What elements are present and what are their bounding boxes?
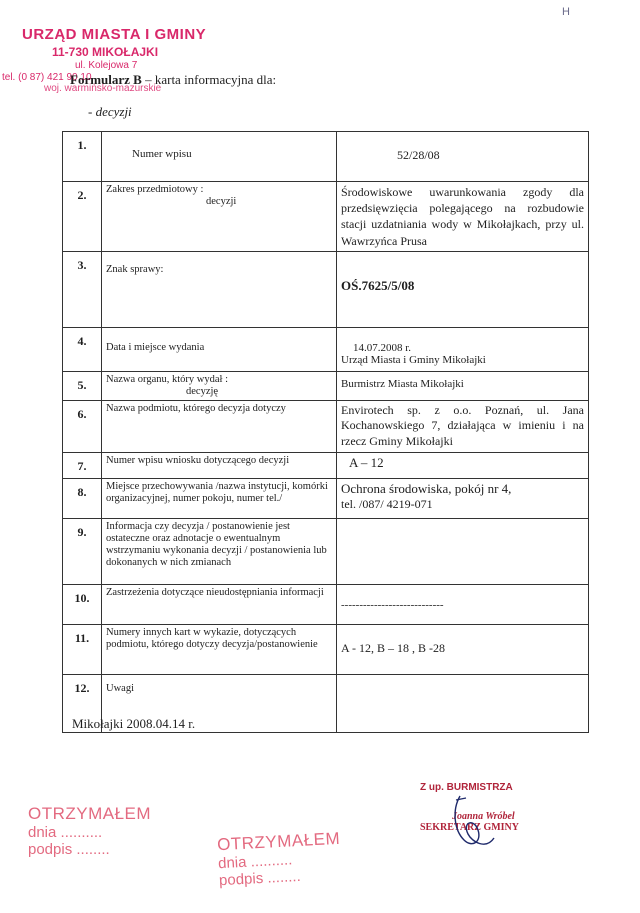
row-number: 3. (63, 251, 102, 327)
signature-stamp-role: SEKRETARZ GMINY (420, 822, 519, 833)
row-label: Nazwa podmiotu, którego decyzja dotyczy (102, 400, 337, 452)
row-label: Zastrzeżenia dotyczące nieudostępniania informacji (102, 584, 337, 624)
row-number: 4. (63, 327, 102, 371)
table-row (63, 182, 589, 252)
row-label: Numery innych kart w wykazie, dotyczących podmiotu, którego dotyczy decyzja/postanowienie (102, 624, 337, 674)
table-row (63, 400, 589, 452)
table-row (63, 251, 589, 327)
row-number: 7. (63, 452, 102, 478)
row-value: 52/28/08 (337, 132, 589, 182)
row-value (337, 518, 589, 584)
row-value: Envirotech sp. z o.o. Poznań, ul. Jana Kochanowskiego 7, działająca w imieniu i na rzecz Gminy Mikołajki (337, 400, 589, 452)
row-value-line2: tel. /087/ 4219-071 (341, 496, 433, 511)
received-stamp-sign: podpis ........ (218, 867, 302, 890)
received-stamp-sign: podpis ........ (28, 841, 110, 858)
form-title-rest: – karta informacyjna dla: (145, 72, 277, 87)
row-value (337, 327, 589, 371)
row-number: 2. (63, 182, 102, 252)
row-label-sub: decyzję (186, 385, 219, 397)
row-value (337, 478, 589, 518)
received-stamp-date: dnia .......... (217, 851, 293, 873)
row-number: 9. (63, 518, 102, 584)
row-label (102, 182, 337, 252)
table-row (63, 371, 589, 400)
form-title (70, 72, 276, 88)
row-value-line2: Urząd Miasta i Gminy Mikołajki (341, 353, 486, 366)
table-row (63, 624, 589, 674)
office-stamp-line4: tel. (0 87) 421 90 10 (2, 72, 92, 83)
row-value: A - 12, B – 18 , B -28 (337, 624, 589, 674)
table-row (63, 327, 589, 371)
row-number: 12. (63, 674, 102, 732)
table-row (63, 452, 589, 478)
office-stamp-line2: 11-730 MIKOŁAJKI (52, 45, 159, 59)
row-label: Data i miejsce wydania (102, 327, 337, 371)
signature-stamp-name: Joanna Wróbel (452, 811, 515, 822)
row-number: 8. (63, 478, 102, 518)
row-value-line1: Ochrona środowiska, pokój nr 4, (341, 480, 512, 496)
row-label (102, 371, 337, 400)
info-card-table (62, 131, 589, 733)
row-label-main: Nazwa organu, który wydał : (106, 373, 228, 385)
received-stamp-title: OTRZYMAŁEM (28, 804, 152, 823)
row-number: 11. (63, 624, 102, 674)
row-label: Numer wpisu wniosku dotyczącego decyzji (102, 452, 337, 478)
row-value: Burmistrz Miasta Mikołajki (337, 371, 589, 400)
row-value-line1: 14.07.2008 r. (353, 341, 412, 354)
received-stamp-title: OTRZYMAŁEM (216, 828, 341, 855)
row-value: A – 12 (337, 452, 589, 478)
row-number: 6. (63, 400, 102, 452)
row-value: Środowiskowe uwarunkowania zgody dla przedsięwzięcia polegającego na rozbudowie stacji uzdatniania wody w Mikołajkach, przy ul. Wawrzyńca Prusa (337, 182, 589, 252)
row-label: Uwagi (102, 674, 337, 732)
received-stamp-date: dnia .......... (28, 824, 103, 841)
signature-stamp-line1: Z up. BURMISTRZA (420, 782, 513, 793)
form-label: Formularz (70, 72, 130, 87)
form-subtitle: - decyzji (88, 104, 132, 119)
row-value: ---------------------------- (337, 584, 589, 624)
table-row (63, 478, 589, 518)
form-code: B (133, 72, 142, 87)
office-stamp-line1: URZĄD MIASTA I GMINY (22, 26, 207, 43)
row-label: Numer wpisu (102, 132, 337, 182)
row-label: Miejsce przechowywania /nazwa instytucji, komórki organizacyjnej, numer pokoju, numer tel./ (102, 478, 337, 518)
received-stamp (217, 829, 343, 889)
received-stamp (28, 804, 151, 858)
corner-mark: H (562, 6, 570, 18)
place-date: Mikołajki 2008.04.14 r. (72, 716, 196, 731)
row-value (337, 674, 589, 732)
row-value: OŚ.7625/5/08 (337, 251, 589, 327)
office-stamp-line5: woj. warmińsko-mazurskie (44, 83, 162, 94)
row-label-sub: decyzji (206, 196, 237, 208)
table-row (63, 132, 589, 182)
row-label: Informacja czy decyzja / postanowienie jest ostateczne oraz adnotacje o ewentualnym wstrzymaniu wykonania decyzji / postanowienia lub dokonanych w nich zmianach (102, 518, 337, 584)
table-row (63, 584, 589, 624)
office-stamp-line3: ul. Kolejowa 7 (75, 60, 138, 71)
table-row (63, 518, 589, 584)
row-number: 5. (63, 371, 102, 400)
row-number: 1. (63, 132, 102, 182)
row-label: Znak sprawy: (102, 251, 337, 327)
handwritten-signature (442, 790, 512, 860)
row-number: 10. (63, 584, 102, 624)
row-label-main: Zakres przedmiotowy : (106, 184, 204, 195)
